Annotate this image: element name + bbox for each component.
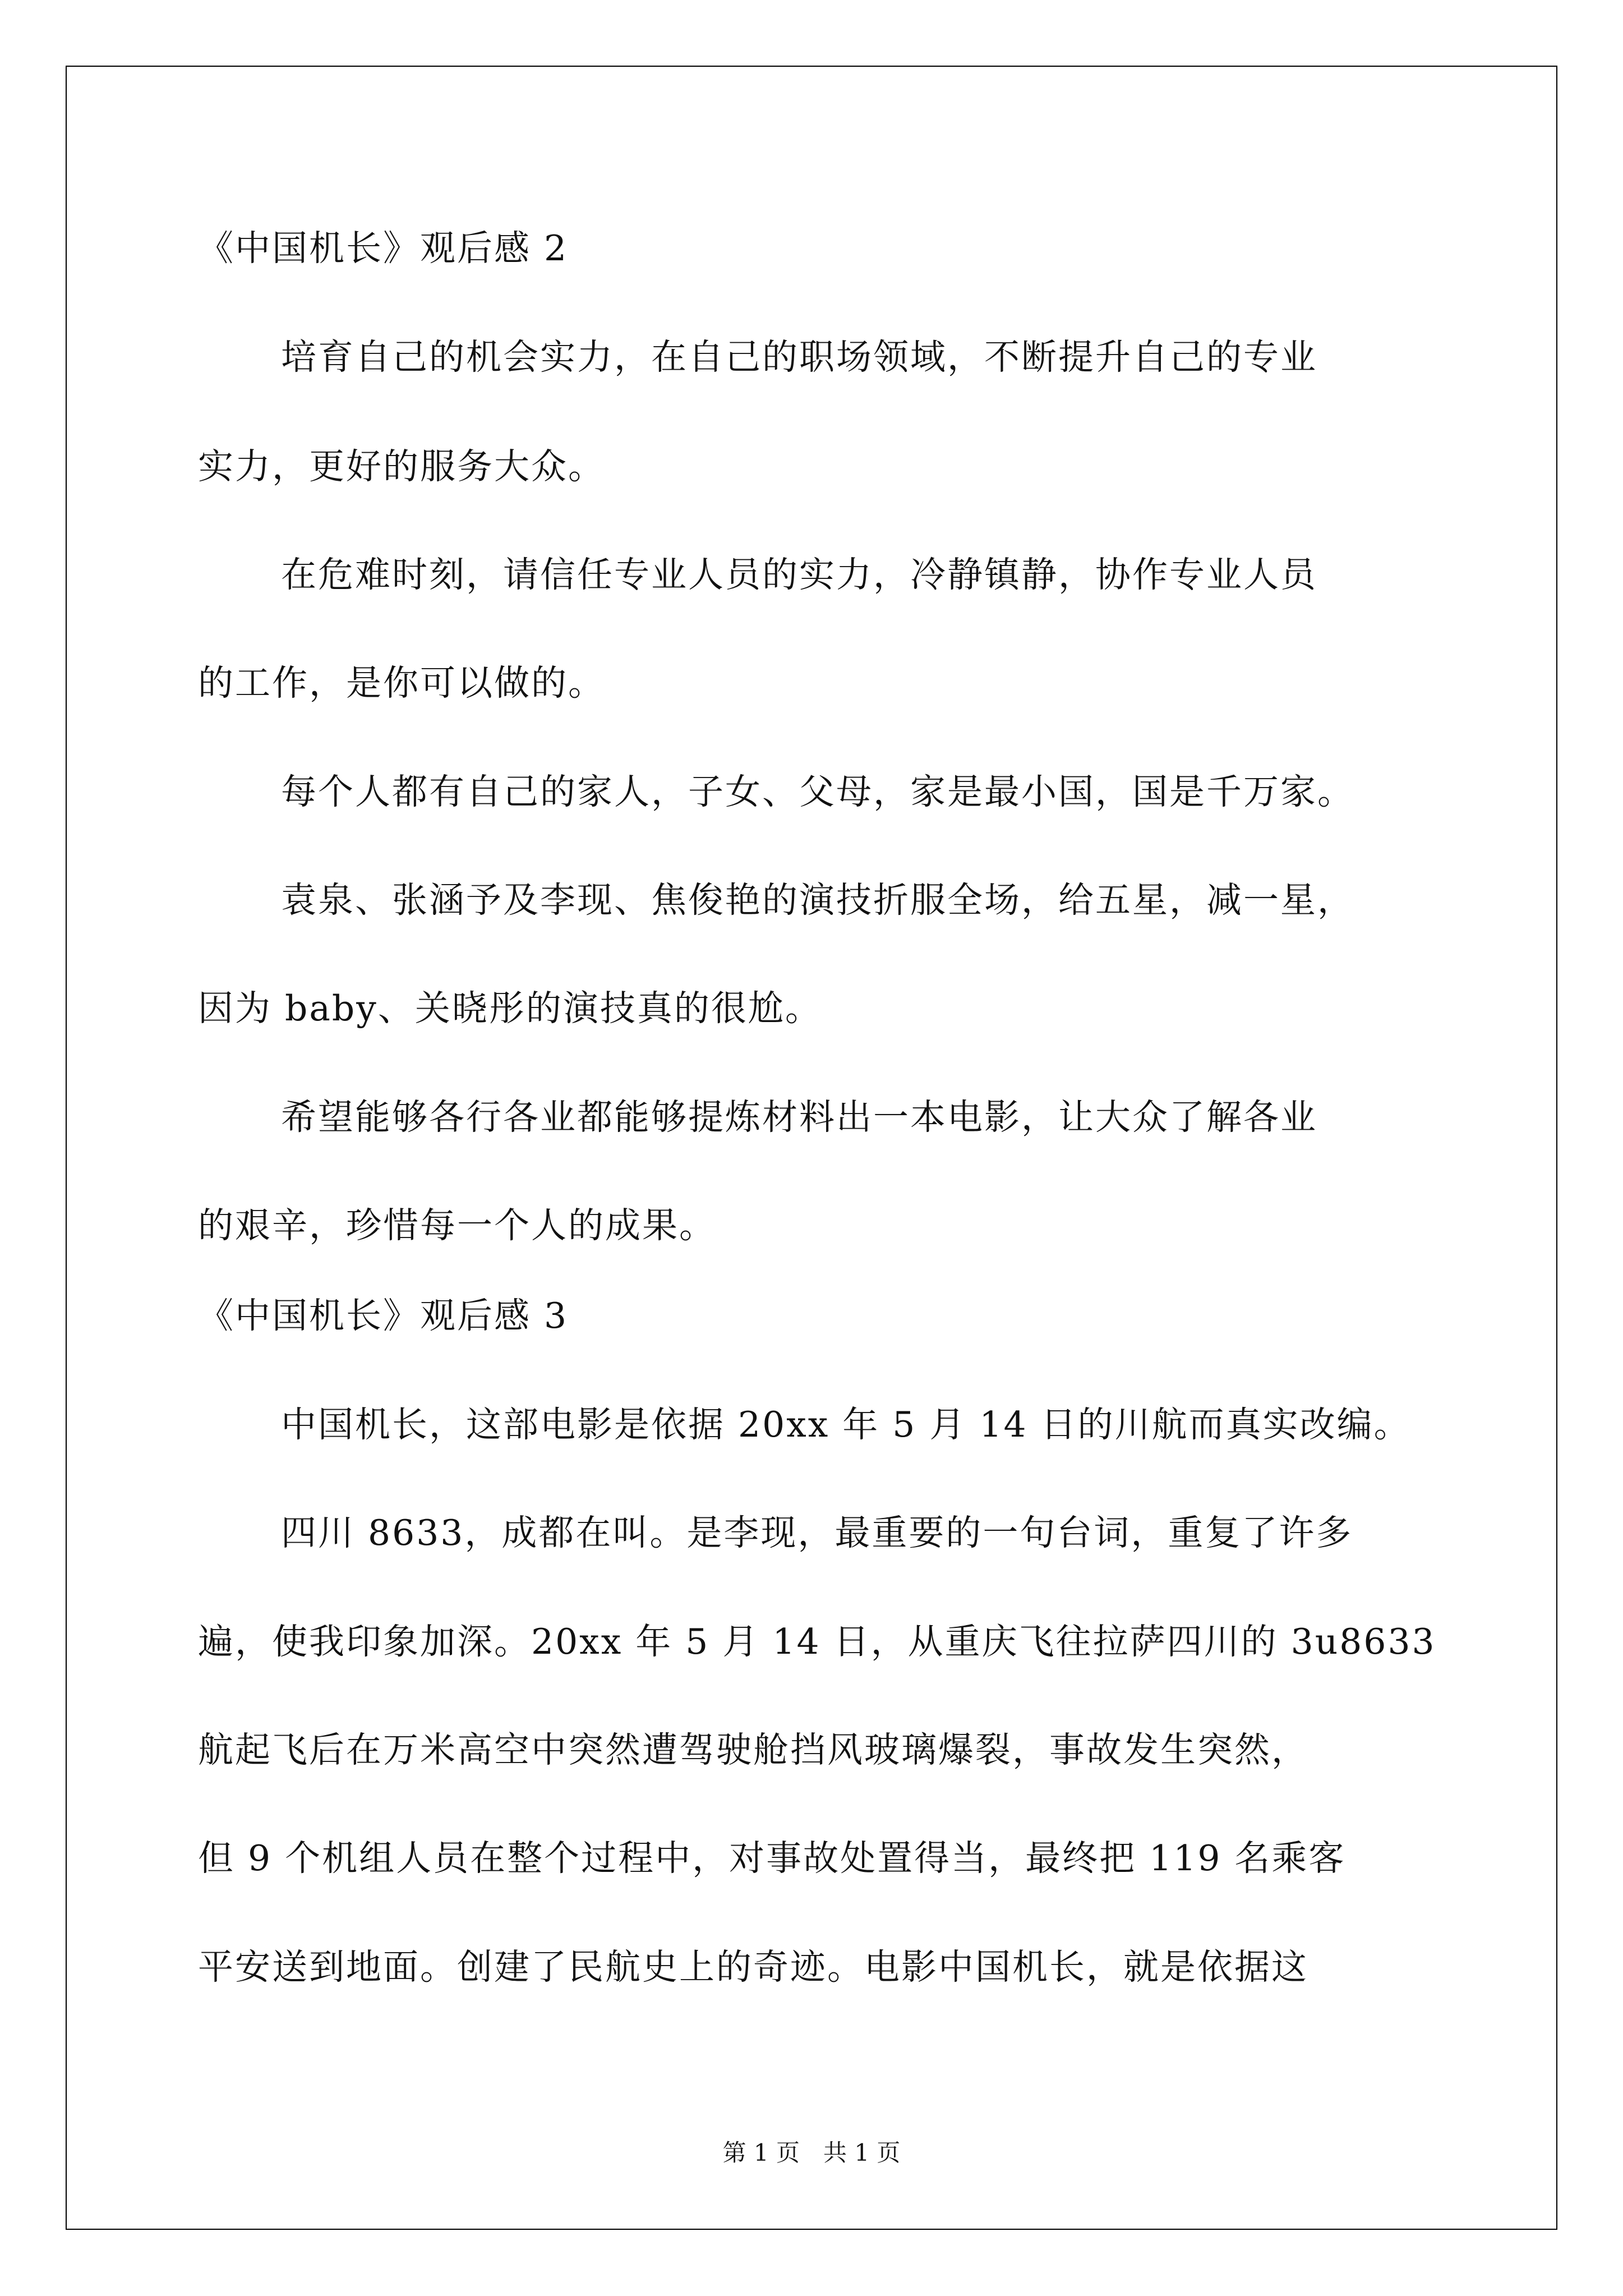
paragraph-line: 培育自己的机会实力，在自己的职场领域，不断提升自己的专业 (281, 337, 1317, 378)
paragraph-line: 航起飞后在万米高空中突然遭驾驶舱挡风玻璃爆裂，事故发生突然， (198, 1729, 1308, 1770)
paragraph-line: 袁泉、张涵予及李现、焦俊艳的演技折服全场，给五星，减一星， (281, 880, 1354, 921)
paragraph-line: 中国机长，这部电影是依据 20xx 年 5 月 14 日的川航而真实改编。 (281, 1404, 1411, 1445)
paragraph-line: 的艰辛，珍惜每一个人的成果。 (198, 1205, 716, 1246)
paragraph-line: 实力，更好的服务大众。 (198, 446, 605, 487)
paragraph-line: 在危难时刻，请信任专业人员的实力，冷静镇静，协作专业人员 (281, 554, 1317, 595)
paragraph-line: 四川 8633，成都在叫。是李现，最重要的一句台词，重复了许多 (281, 1512, 1353, 1553)
paragraph-line: 但 9 个机组人员在整个过程中，对事故处置得当，最终把 119 名乘客 (198, 1838, 1346, 1879)
page-border (66, 66, 1557, 2230)
paragraph-line: 希望能够各行各业都能够提炼材料出一本电影，让大众了解各业 (281, 1097, 1317, 1138)
paragraph-line: 遍，使我印象加深。20xx 年 5 月 14 日，从重庆飞往拉萨四川的 3u8633 (198, 1621, 1436, 1662)
paragraph-line: 的工作，是你可以做的。 (198, 662, 605, 703)
paragraph-line: 平安送到地面。创建了民航史上的奇迹。电影中国机长，就是依据这 (198, 1947, 1308, 1987)
section-heading: 《中国机长》观后感 3 (198, 1295, 569, 1336)
page-footer: 第 1 页 共 1 页 (722, 2139, 901, 2166)
paragraph-line: 每个人都有自己的家人，子女、父母，家是最小国，国是千万家。 (281, 771, 1354, 812)
section-heading: 《中国机长》观后感 2 (198, 228, 569, 269)
paragraph-line: 因为 baby、关晓彤的演技真的很尬。 (198, 988, 822, 1029)
